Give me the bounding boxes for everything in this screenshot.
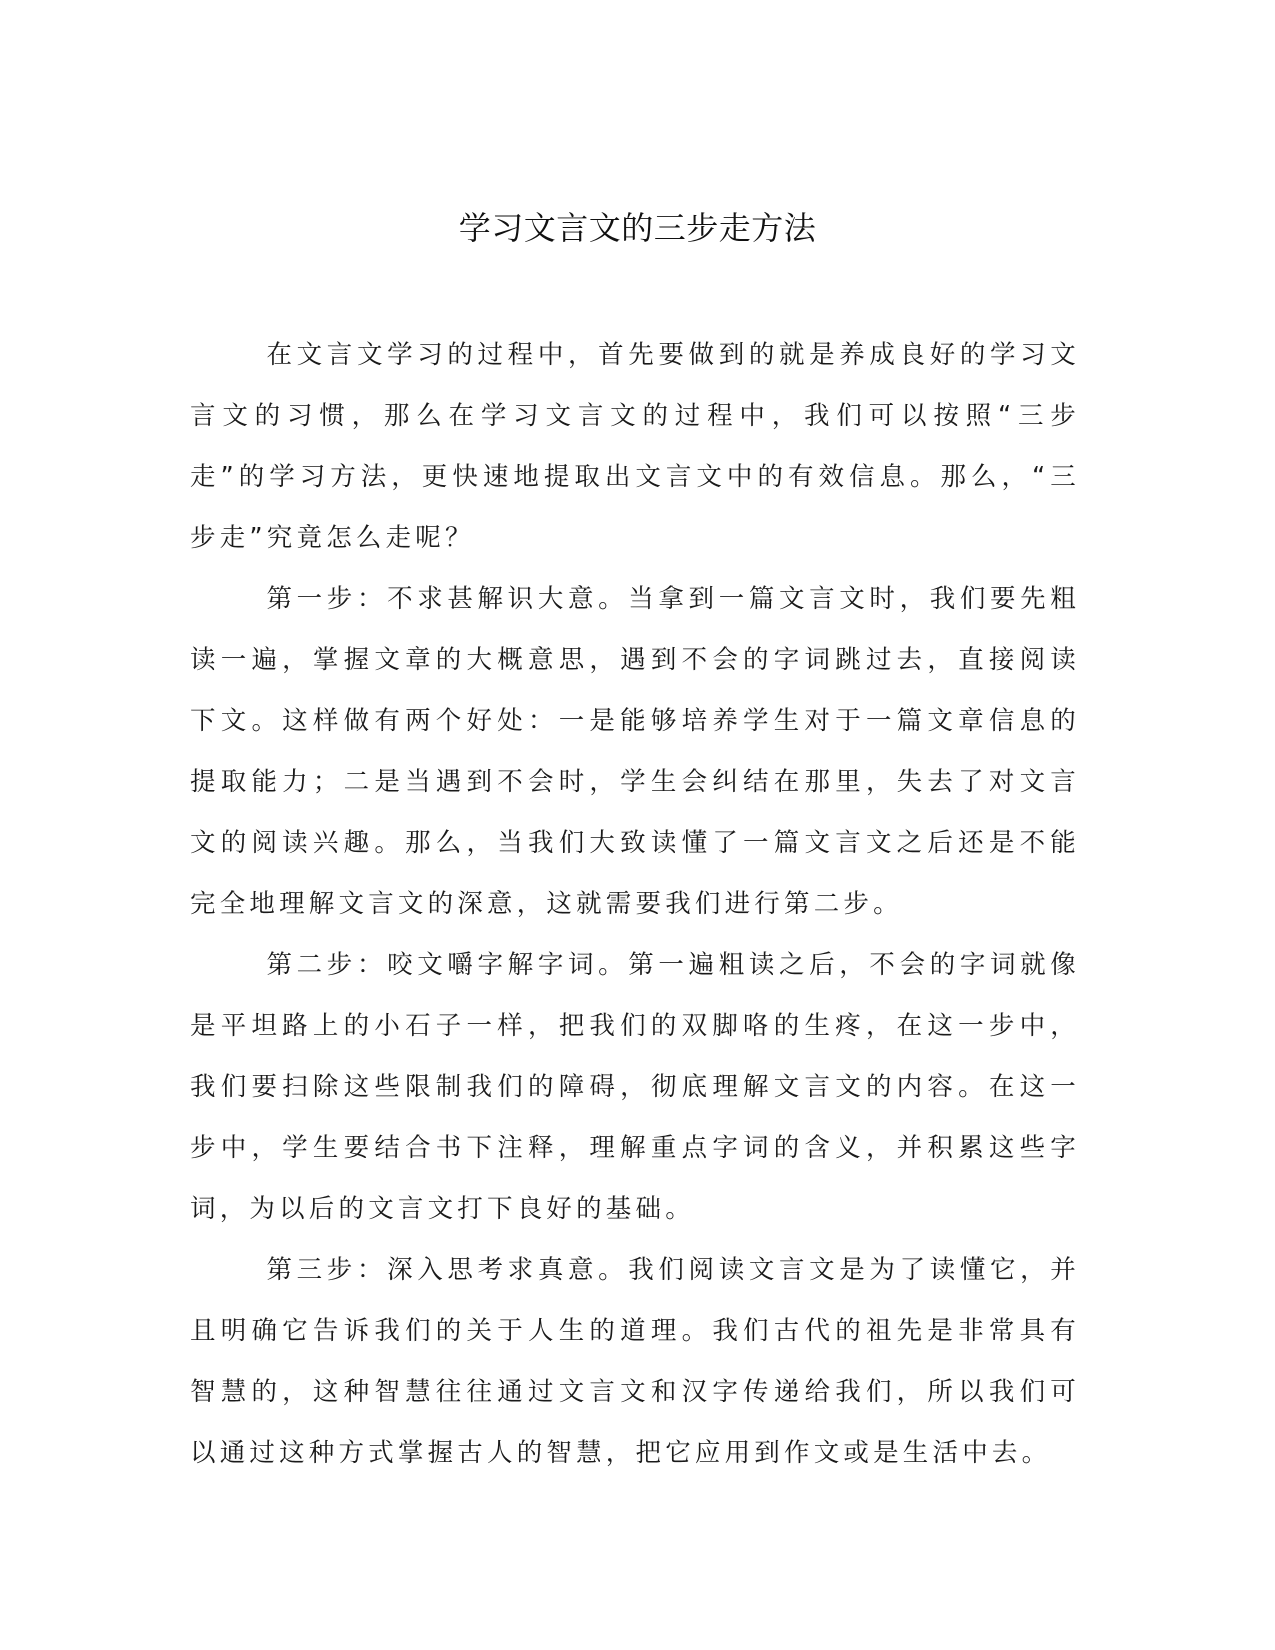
- document-title: 学习文言文的三步走方法: [458, 209, 817, 247]
- paragraph-step-one: 第一步：不求甚解识大意。当拿到一篇文言文时，我们要先粗读一遍，掌握文章的大概意思，遇到不会的字词跳过去，直接阅读下文。这样做有两个好处：一是能够培养学生对于一篇文章信息的提取能力；二是当遇到不会时，学生会纠结在那里，失去了对文言文的阅读兴趣。那么，当我们大致读懂了一篇文言文之后还是不能完全地理解文言文的深意，这就需要我们进行第二步。: [190, 584, 1080, 919]
- paragraph-intro: 在文言文学习的过程中，首先要做到的就是养成良好的学习文言文的习惯，那么在学习文言文的过程中，我们可以按照“三步走”的学习方法，更快速地提取出文言文中的有效信息。那么，“三步走”究竟怎么走呢？: [190, 340, 1080, 553]
- paragraph-step-three: 第三步：深入思考求真意。我们阅读文言文是为了读懂它，并且明确它告诉我们的关于人生的道理。我们古代的祖先是非常具有智慧的，这种智慧往往通过文言文和汉字传递给我们，所以我们可以通过这种方式掌握古人的智慧，把它应用到作文或是生活中去。: [190, 1255, 1080, 1468]
- document-body: [190, 325, 1080, 1484]
- paragraph-step-two: 第二步：咬文嚼字解字词。第一遍粗读之后，不会的字词就像是平坦路上的小石子一样，把我们的双脚咯的生疼，在这一步中，我们要扫除这些限制我们的障碍，彻底理解文言文的内容。在这一步中，学生要结合书下注释，理解重点字词的含义，并积累这些字词，为以后的文言文打下良好的基础。: [190, 950, 1080, 1224]
